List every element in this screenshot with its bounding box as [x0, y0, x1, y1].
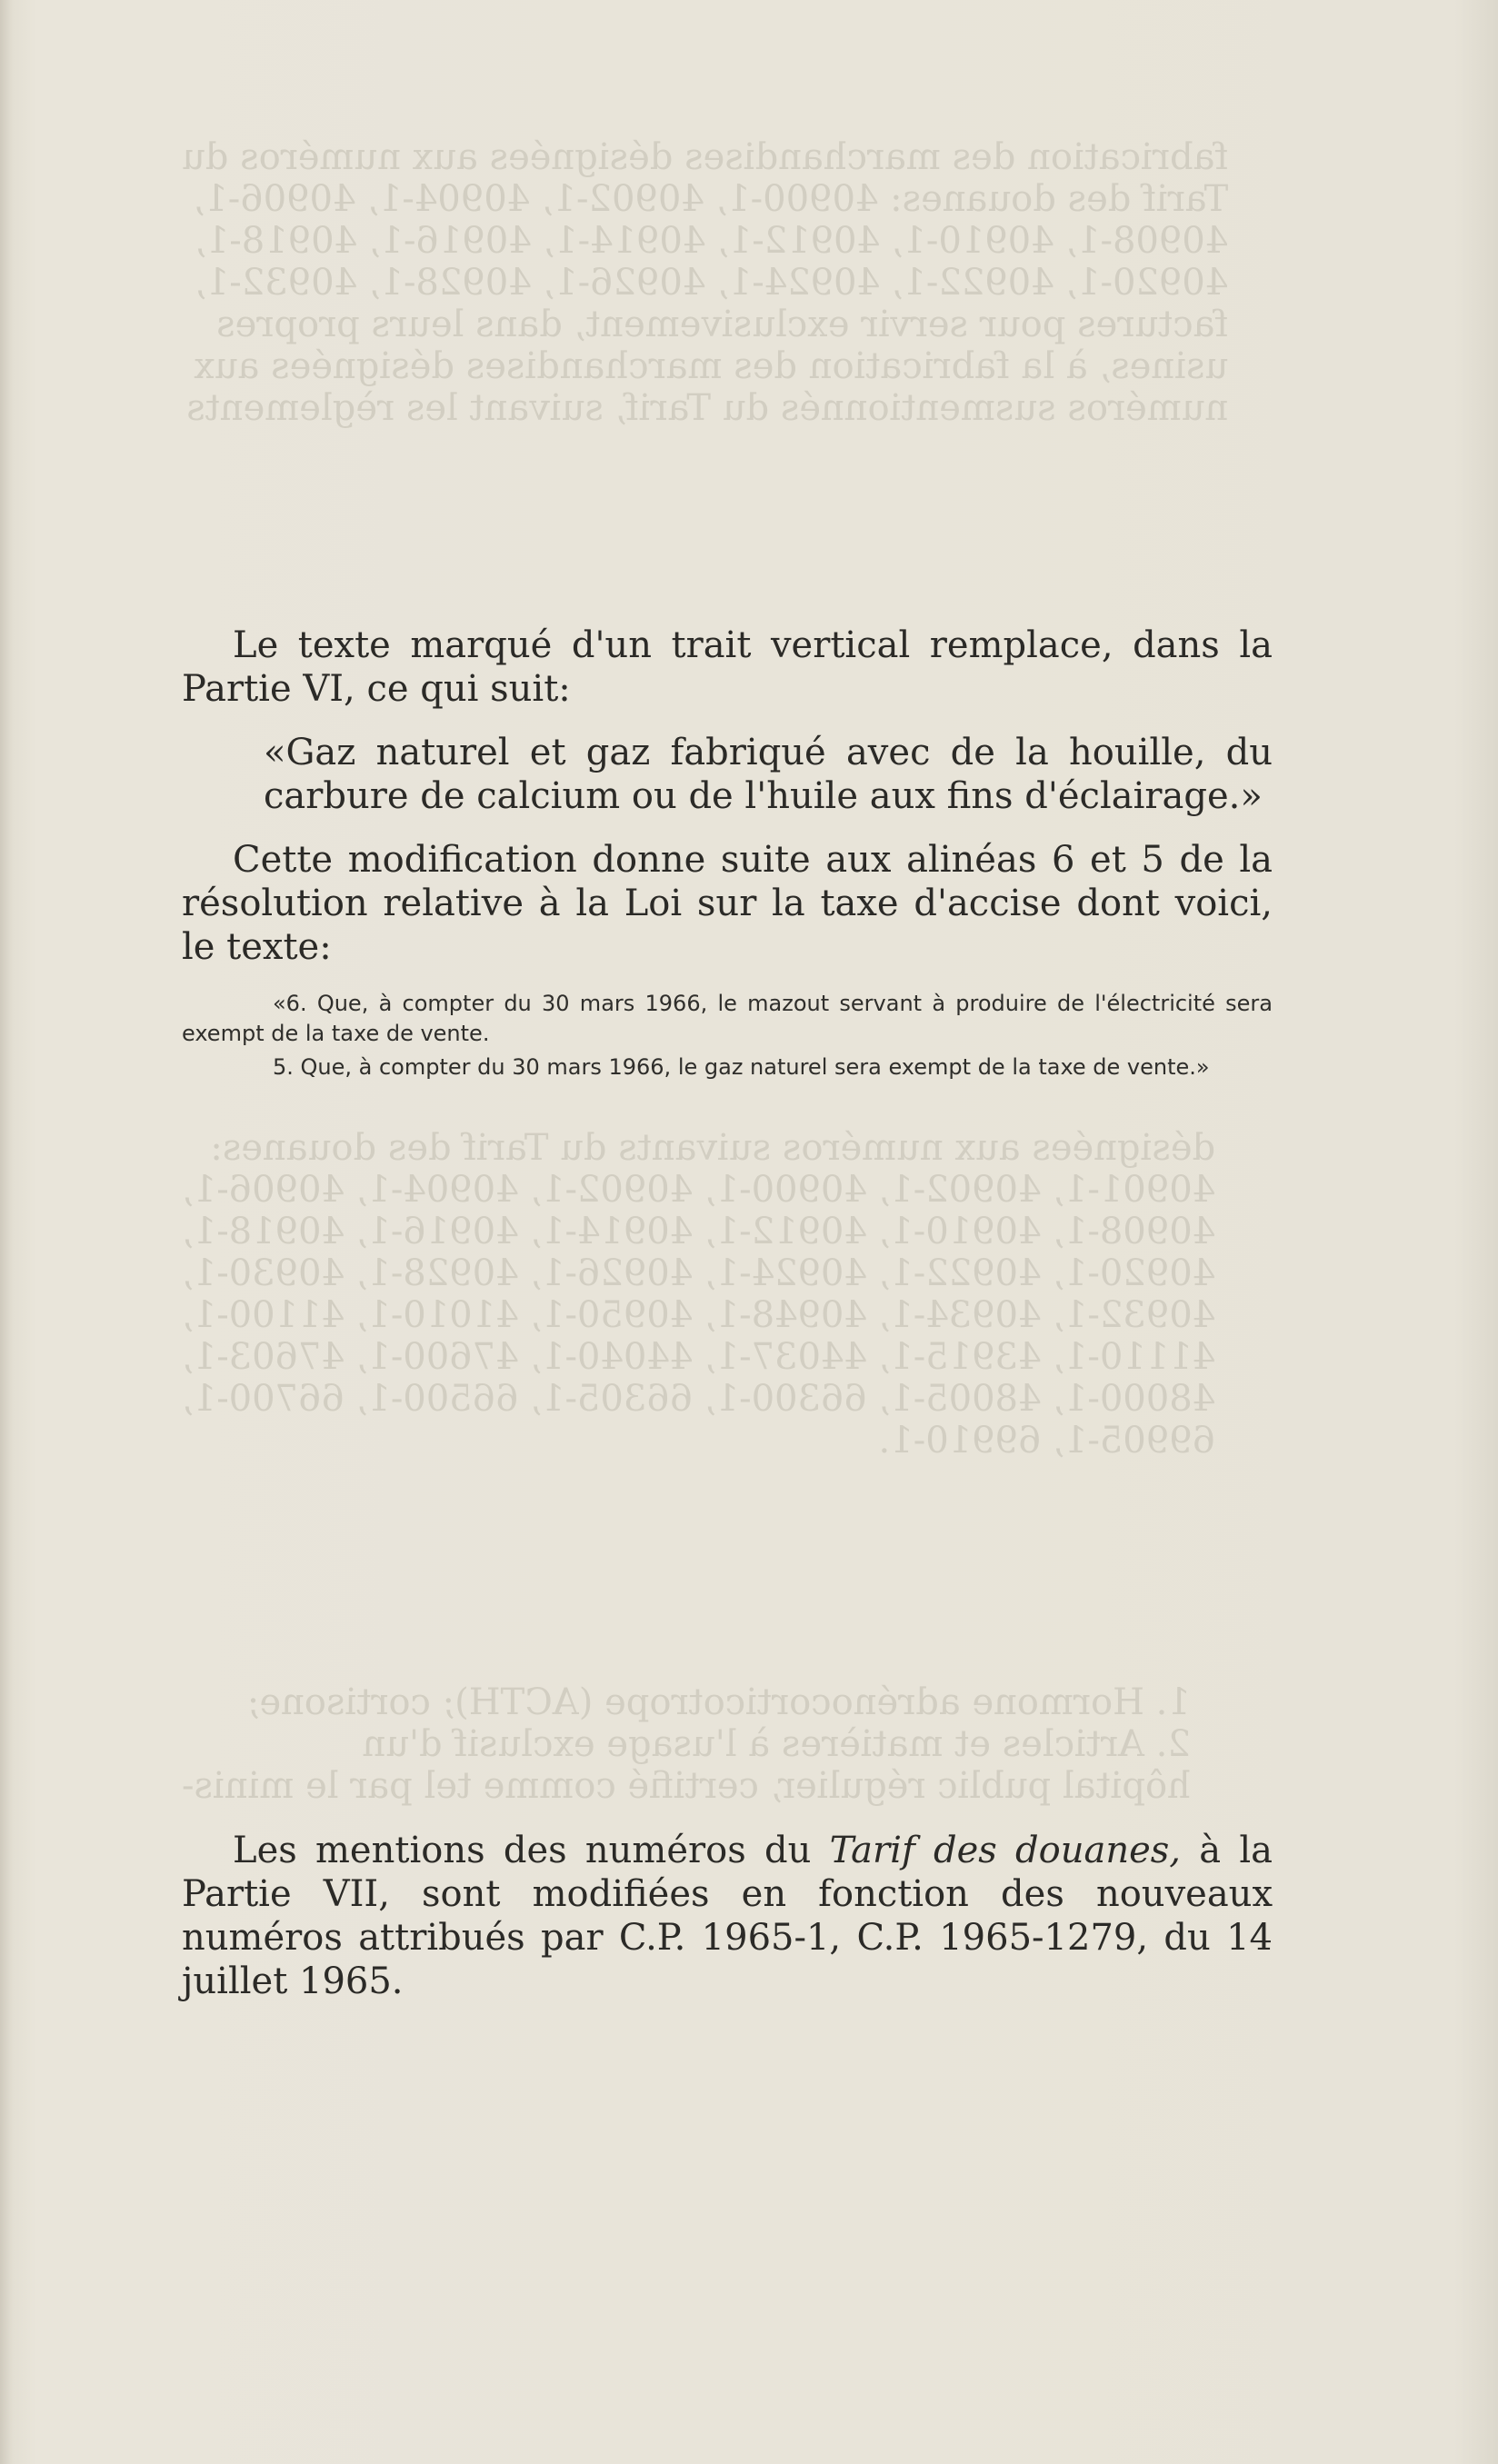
tariff-note-block — [182, 1829, 1273, 2003]
show-through-text-3: 1. Hormone adrénocorticotrope (ACTH); cortisone; 2. Articles et matières à l'usage exclusif d'un hôpital public régulier, certifié comme tel par le minis- — [182, 1681, 1191, 1807]
resolution-clause-5: 5. Que, à compter du 30 mars 1966, le gaz naturel sera exempt de la taxe de vente.» — [273, 1054, 1210, 1080]
resolution-paragraph: Cette modification donne suite aux alinéas 6 et 5 de la résolution relative à la Loi sur la taxe d'accise dont voici, le texte: — [182, 839, 1273, 968]
tariff-title: Tarif des douanes, — [829, 1830, 1182, 1871]
tariff-text-start: Les mentions des numéros du — [233, 1830, 830, 1871]
quoted-item: «Gaz naturel et gaz fabriqué avec de la houille, du carbure de calcium ou de l'huile aux fins d'éclairage.» — [264, 732, 1273, 817]
show-through-text: fabrication des marchandises désignées aux numéros du Tarif des douanes: 40900-1, 40902-1, 40904-1, 40906-1, 40908-1, 40910-1, 40912-1, 40914-1, 40916-1, 40918-1, 40920-1, 40922-1, 40924-1, 40926-1, 40928-1, 40932-1, factures pour servir exclusivement, dans leurs propres usines, à la fabrication des marchandises désignées aux numéros susmentionnés du Tarif, suivant les règlements — [182, 136, 1229, 429]
replacement-note-block — [182, 623, 1273, 1082]
resolution-clause-6: «6. Que, à compter du 30 mars 1966, le mazout servant à produire de l'électricité sera exempt de la taxe de vente. — [182, 991, 1273, 1046]
intro-paragraph: Le texte marqué d'un trait vertical remplace, dans la Partie VI, ce qui suit: — [182, 624, 1273, 710]
tariff-text-end: à la Partie VII, sont modifiées en fonction des nouveaux numéros attribués par C.P. 1965-1, C.P. 1965-1279, du 14 juillet 1965. — [182, 1830, 1273, 2002]
tariff-paragraph — [182, 1829, 1273, 2003]
show-through-text-2: désignées aux numéros suivants du Tarif des douanes: 40901-1, 40902-1, 40900-1, 40902-1, 40904-1, 40906-1, 40908-1, 40910-1, 40912-1, 40914-1, 40916-1, 40918-1, 40920-1, 40922-1, 40924-1, 40926-1, 40928-1, 40930-1, 40932-1, 40934-1, 40948-1, 40950-1, 41010-1, 41100-1, 41110-1, 43915-1, 44037-1, 44040-1, 47600-1, 47603-1, 48000-1, 48005-1, 66300-1, 66305-1, 66500-1, 66700-1, 69905-1, 69910-1. — [182, 1127, 1216, 1461]
